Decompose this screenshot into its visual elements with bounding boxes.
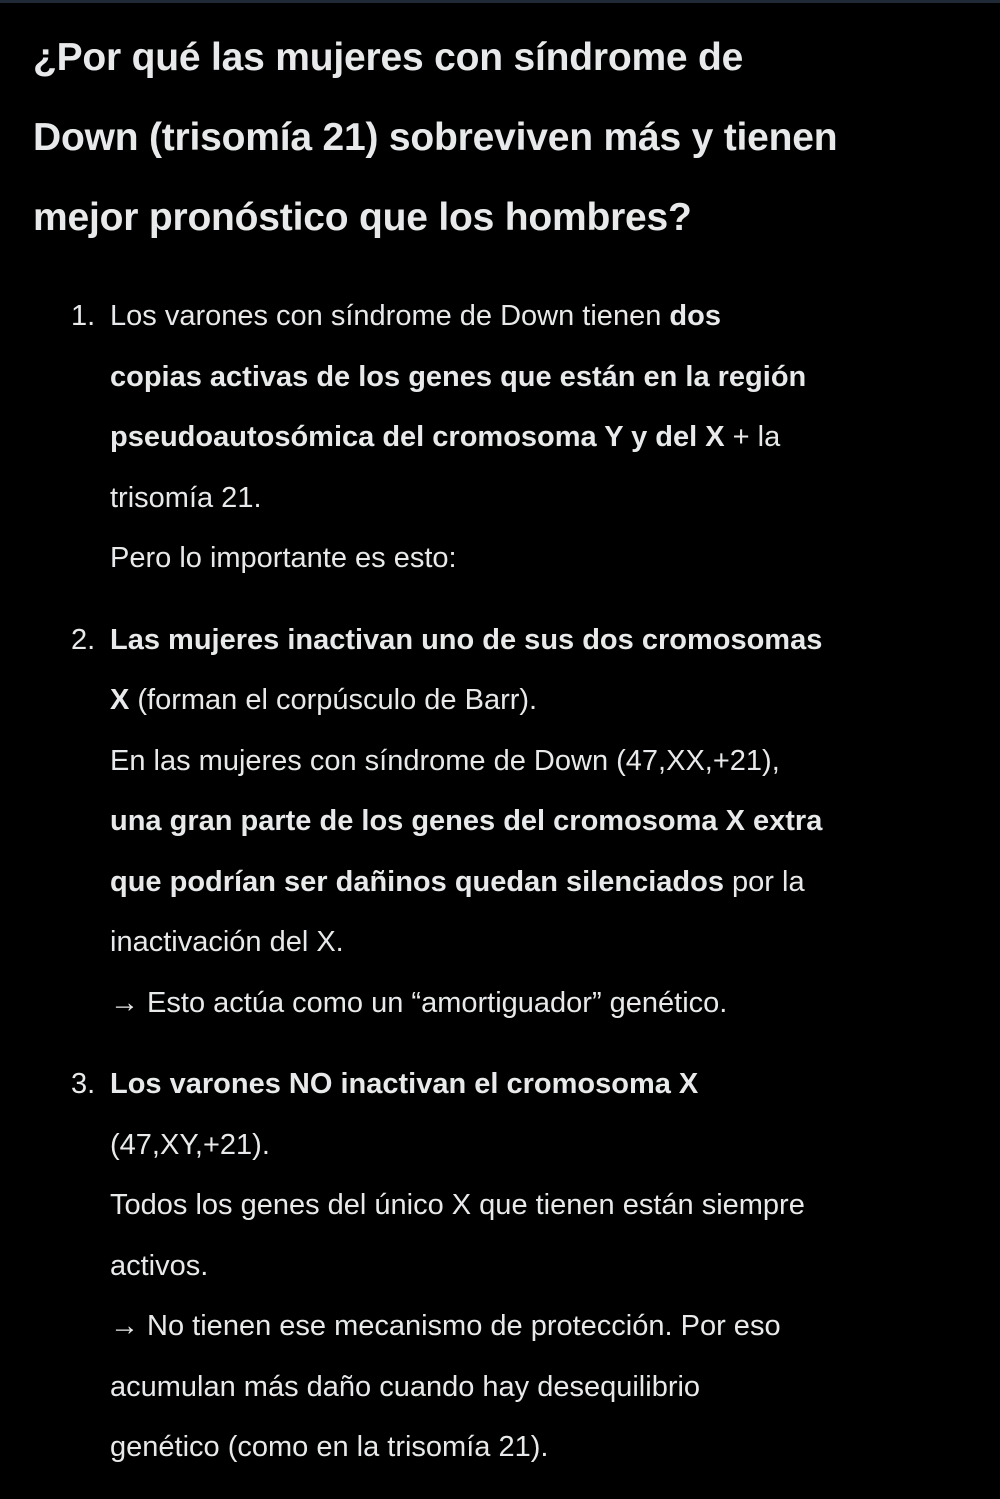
list-item bbox=[33, 1054, 973, 1478]
list-item-line bbox=[110, 852, 973, 913]
list-item bbox=[33, 610, 973, 1034]
list-item-line bbox=[110, 670, 973, 731]
text-segment: Todos los genes del único X que tienen están siempre bbox=[110, 1189, 805, 1221]
list-item bbox=[33, 286, 973, 589]
list-item-line bbox=[110, 731, 973, 792]
list-item-line bbox=[110, 286, 973, 347]
bold-text: dos bbox=[669, 300, 721, 332]
text-segment: por la bbox=[723, 865, 805, 898]
text-segment: inactivación del X. bbox=[110, 926, 344, 958]
text-segment: trisomía 21. bbox=[110, 481, 262, 514]
bold-text: una gran parte de los genes del cromosoma X extra bbox=[110, 805, 823, 837]
text-segment: En las mujeres con síndrome de Down (47,XX,+21), bbox=[110, 744, 780, 777]
text-segment: + la bbox=[724, 421, 781, 453]
title-line: mejor pronóstico que los hombres? bbox=[33, 196, 692, 239]
list-item-line bbox=[110, 1296, 973, 1357]
title-line: ¿Por qué las mujeres con síndrome de bbox=[33, 36, 744, 79]
bold-text: pseudoautosómica del cromosoma Y y del X bbox=[110, 421, 725, 453]
list-item-line bbox=[110, 1054, 973, 1115]
list-item-line bbox=[110, 973, 973, 1034]
text-segment: acumulan más daño cuando hay desequilibrio bbox=[110, 1370, 701, 1403]
text-segment: → No tienen ese mecanismo de protección. Por eso bbox=[110, 1310, 781, 1342]
text-segment: (forman el corpúsculo de Barr). bbox=[129, 684, 538, 716]
list-item-line bbox=[110, 347, 973, 408]
list-item-line bbox=[110, 610, 973, 671]
list-item-line bbox=[110, 1417, 973, 1478]
list-item-number: 2. bbox=[71, 623, 96, 656]
text-segment: Pero lo importante es esto: bbox=[110, 542, 457, 574]
title-line: Down (trisomía 21) sobreviven más y tienen bbox=[33, 116, 838, 159]
list-item-number: 3. bbox=[71, 1068, 96, 1100]
text-segment: Los varones con síndrome de Down tienen bbox=[110, 300, 670, 332]
bold-text: copias activas de los genes que están en la región bbox=[110, 360, 807, 393]
list-item-line bbox=[110, 1357, 973, 1418]
top-divider bbox=[0, 0, 1000, 3]
bold-text: Los varones NO inactivan el cromosoma X bbox=[110, 1068, 699, 1100]
list-item-line bbox=[110, 791, 973, 852]
text-segment: activos. bbox=[110, 1249, 209, 1282]
list-item-line bbox=[110, 1115, 973, 1176]
bold-text: X bbox=[110, 684, 130, 716]
list-item-line bbox=[110, 1175, 973, 1236]
list-item-line bbox=[110, 407, 973, 468]
list-item-line bbox=[110, 1236, 973, 1297]
list-item-line bbox=[110, 528, 973, 589]
text-segment: (47,XY,+21). bbox=[110, 1128, 270, 1161]
text-segment: → Esto actúa como un “amortiguador” genético. bbox=[110, 986, 728, 1019]
bold-text: que podrían ser dañinos quedan silenciados bbox=[110, 865, 724, 898]
list-item-line bbox=[110, 912, 973, 973]
post-body bbox=[33, 18, 973, 1499]
text-segment: genético (como en la trisomía 21). bbox=[110, 1431, 549, 1463]
numbered-list bbox=[33, 286, 973, 1478]
list-item-number: 1. bbox=[71, 300, 96, 332]
post-title bbox=[33, 18, 973, 258]
list-item-line bbox=[110, 468, 973, 529]
bold-text: Las mujeres inactivan uno de sus dos cromosomas bbox=[110, 623, 823, 656]
